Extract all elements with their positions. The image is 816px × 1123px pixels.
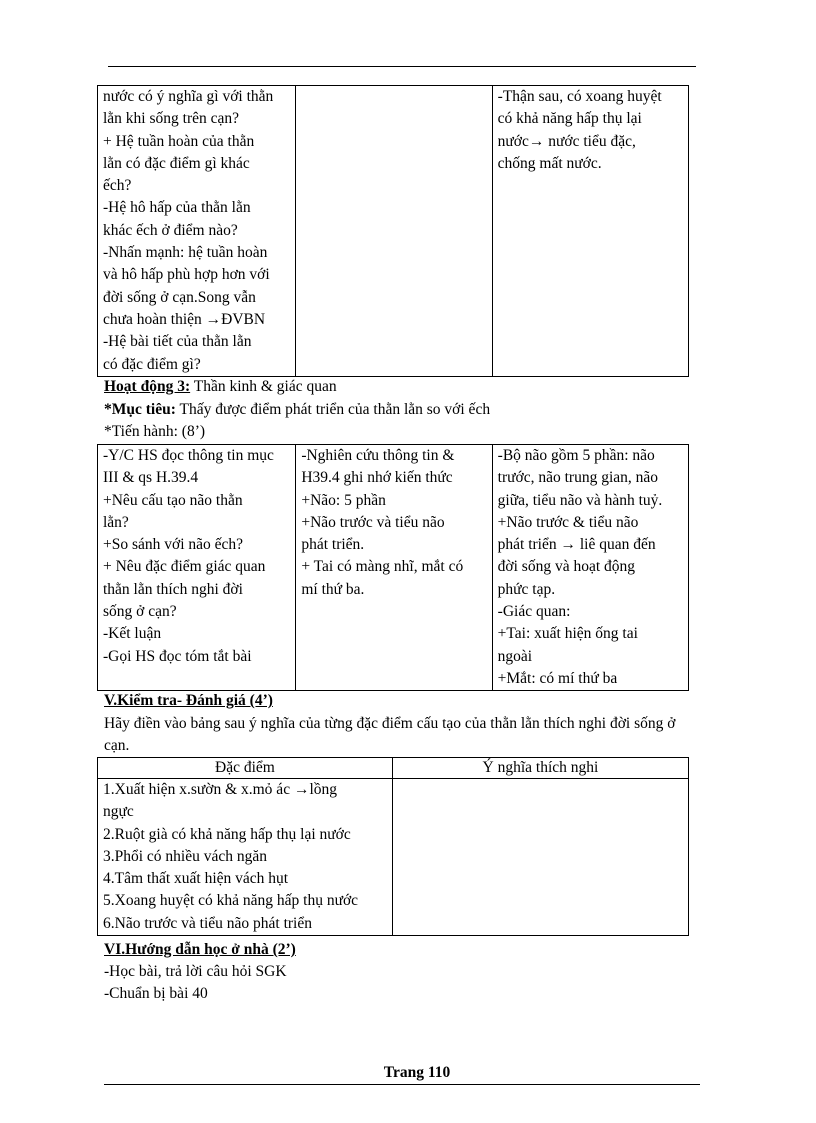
text-line: + Tai có màng nhĩ, mắt có: [301, 558, 464, 576]
text-line: -Giác quan:: [497, 603, 571, 621]
text-line: +Nêu cấu tạo não thằn: [103, 491, 243, 509]
text-line: + Nêu đặc điểm giác quan: [103, 558, 266, 576]
text-line: ngực: [103, 803, 134, 821]
text-line: + Hệ tuần hoàn của thằn: [103, 132, 255, 150]
text-line: +Não: 5 phần: [301, 491, 386, 509]
column-header: Đặc điểm: [98, 758, 393, 779]
content-cell: [492, 86, 688, 377]
text-line: mí thứ ba.: [301, 580, 365, 598]
text-line: -Hệ hô hấp của thằn lằn: [103, 199, 251, 217]
text-line: và hô hấp phù hợp hơn với: [103, 266, 270, 284]
text-line: trước, não trung gian, não: [497, 469, 659, 487]
text-line: lằn có đặc điểm gì khác: [103, 154, 250, 172]
text-line: thằn lằn thích nghi đời: [103, 580, 243, 598]
text-line: phát triển.: [301, 536, 365, 554]
text-line: khác ếch ở điểm nào?: [103, 221, 238, 239]
activity3-goal: *Mục tiêu: Thấy được điểm phát triển của thằn lằn so với ếch: [104, 401, 491, 418]
header-rule: [108, 66, 696, 67]
text-line: 4.Tâm thất xuất hiện vách hụt: [103, 870, 289, 888]
text-line: đời sống và hoạt động: [497, 558, 636, 576]
text-line: III & qs H.39.4: [103, 469, 199, 487]
section5-heading: V.Kiểm tra- Đánh giá (4’): [104, 692, 273, 709]
text-line: -Gọi HS đọc tóm tắt bài: [103, 647, 252, 665]
text-line: -Kết luận: [103, 625, 162, 643]
text-line: -Thận sau, có xoang huyệt: [497, 88, 662, 105]
section5-instruction: Hãy điền vào bảng sau ý nghĩa của từng đặc điểm cấu tạo của thằn lằn thích nghi đời sống ở: [104, 715, 676, 732]
homework-item: -Chuẩn bị bài 40: [104, 985, 208, 1002]
text-line: lằn khi sống trên cạn?: [103, 110, 240, 128]
text-line: lằn?: [103, 513, 129, 531]
text-line: 1.Xuất hiện x.sườn & x.mỏ ác →lồng: [103, 781, 337, 798]
activity3-procedure: *Tiến hành: (8’): [104, 423, 206, 440]
text-line: H39.4 ghi nhớ kiến thức: [301, 469, 453, 487]
section5-instruction-cont: cạn.: [104, 737, 130, 754]
activity3-table: [97, 444, 689, 691]
text-line: 3.Phổi có nhiều vách ngăn: [103, 847, 268, 865]
text-line: ếch?: [103, 177, 132, 195]
text-line: có đặc điểm gì?: [103, 355, 201, 373]
text-line: 5.Xoang huyệt có khả năng hấp thụ nước: [103, 892, 359, 910]
text-line: ngoài: [497, 647, 533, 665]
text-line: +Mắt: có mí thứ ba: [497, 669, 618, 687]
text-line: -Nhấn mạnh: hệ tuần hoàn: [103, 244, 268, 262]
text-line: nước có ý nghĩa gì với thằn: [103, 88, 274, 105]
column-header: Ý nghĩa thích nghi: [392, 758, 688, 779]
meaning-cell: [392, 779, 688, 936]
text-line: đời sống ở cạn.Song vẫn: [103, 288, 256, 306]
text-line: +Não trước và tiểu não: [301, 513, 445, 531]
text-line: sống ở cạn?: [103, 603, 177, 621]
text-line: +Tai: xuất hiện ống tai: [497, 625, 638, 643]
text-line: 6.Não trước và tiểu não phát triển: [103, 914, 312, 932]
text-line: nước→ nước tiểu đặc,: [497, 132, 636, 150]
text-line: chưa hoàn thiện →ĐVBN: [103, 310, 266, 328]
text-line: giữa, tiểu não và hành tuỷ.: [497, 491, 663, 509]
content-cell: [492, 445, 688, 691]
activity3-heading: Hoạt động 3: Thần kinh & giác quan: [104, 378, 337, 395]
homework-item: -Học bài, trả lời câu hỏi SGK: [104, 963, 287, 980]
student-activity-cell: [296, 445, 492, 691]
text-line: -Bộ não gồm 5 phần: não: [497, 447, 655, 464]
features-cell: [98, 779, 393, 936]
text-line: +Não trước & tiểu não: [497, 513, 639, 531]
lesson-table-continued: [97, 85, 689, 377]
teacher-activity-cell: [98, 445, 296, 691]
student-activity-cell: [296, 86, 492, 377]
section6-heading: VI.Hướng dẫn học ở nhà (2’): [104, 941, 296, 958]
text-line: -Hệ bài tiết của thằn lằn: [103, 333, 252, 351]
text-line: có khả năng hấp thụ lại: [497, 110, 642, 128]
assessment-table: [97, 757, 689, 936]
text-line: chống mất nước.: [497, 154, 602, 172]
teacher-activity-cell: [98, 86, 296, 377]
text-line: 2.Ruột già có khả năng hấp thụ lại nước: [103, 825, 351, 843]
text-line: +So sánh với não ếch?: [103, 536, 244, 554]
text-line: phức tạp.: [497, 580, 556, 598]
text-line: -Y/C HS đọc thông tin mục: [103, 447, 274, 464]
text-line: -Nghiên cứu thông tin &: [301, 447, 455, 464]
footer-rule: [104, 1084, 700, 1085]
text-line: phát triển → liê quan đến: [497, 536, 656, 554]
page-number: Trang 110: [383, 1064, 451, 1081]
